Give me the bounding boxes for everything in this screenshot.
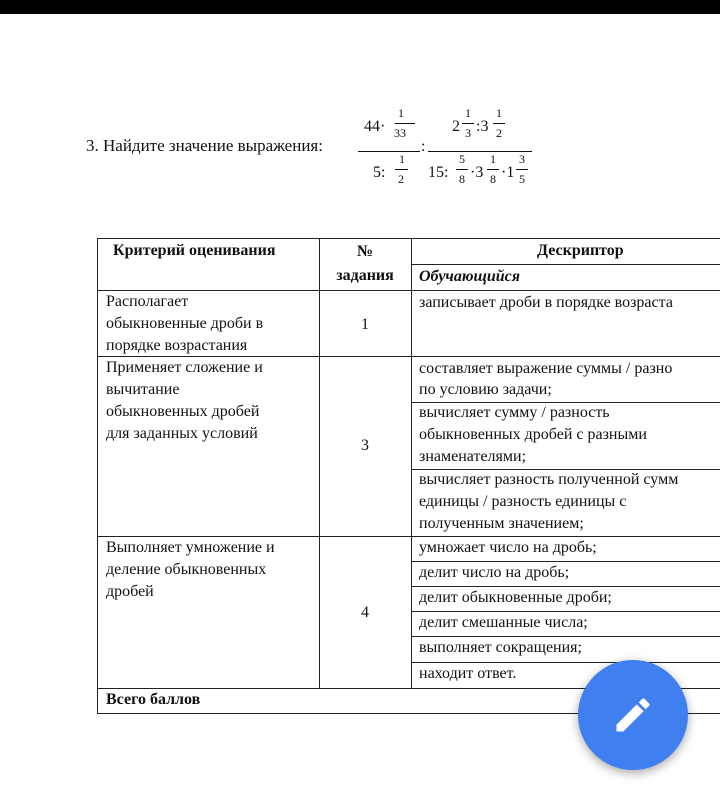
row3-number: 4 (361, 604, 369, 621)
assessment-table (97, 238, 720, 714)
right-num-2: 2 (452, 118, 460, 135)
pencil-edit-icon (611, 693, 655, 737)
row2-criterion-line3: обыкновенных дробей (106, 403, 260, 420)
row3-descriptor-6: находит ответ. (419, 665, 517, 682)
row1-criterion-line3: порядке возрастания (106, 337, 248, 354)
row1-number: 1 (361, 316, 369, 333)
task-label: 3. Найдите значение выражения: (86, 136, 323, 155)
division-sign: : (421, 138, 426, 155)
row3-descriptor-3: делит обыкновенные дроби; (419, 589, 612, 606)
right-den-f2-num: 1 (490, 152, 496, 166)
col-left-border (97, 238, 98, 714)
row2-number: 3 (361, 437, 369, 454)
header-subline (411, 264, 720, 265)
right-den-f3-bar (516, 169, 528, 170)
col-criterion-right (319, 238, 320, 688)
right-num-f2-bar (493, 123, 505, 124)
row1-descriptor-1: записывает дроби в порядке возраста (419, 294, 673, 311)
left-den-frac-den: 2 (398, 172, 404, 186)
left-num-frac-den: 33 (394, 126, 406, 140)
right-den-1: ·1 (501, 164, 515, 181)
row3-criterion-line1: Выполняет умножение и (106, 539, 275, 556)
row1-criterion-line1: Располагает (106, 293, 189, 310)
header-number: № задания (336, 243, 394, 284)
row1-criterion-line2: обыкновенные дроби в (106, 315, 264, 332)
right-main-fraction-bar (428, 151, 532, 152)
right-num-f1-den: 3 (465, 126, 471, 140)
row3-criterion-line3: дробей (106, 583, 154, 600)
right-num-colon: :3 (476, 118, 489, 135)
right-den-f3-den: 5 (519, 172, 525, 186)
left-num-44: 44· (364, 118, 386, 135)
header-descriptor: Дескриптор (537, 242, 624, 259)
col-number-right (411, 238, 412, 688)
total-label: Всего баллов (106, 691, 201, 708)
right-den-3: ·3 (470, 164, 484, 181)
left-den-frac-num: 1 (399, 152, 405, 166)
right-num-f2-num: 1 (496, 106, 502, 120)
table-border-top (97, 238, 720, 239)
row3-criterion-line2: деление обыкновенных (106, 561, 267, 578)
right-den-f3-num: 3 (519, 152, 525, 166)
row2-descriptor-3-line2: единицы / разность единицы с (419, 493, 627, 510)
row2-criterion-line2: вычитание (106, 381, 180, 398)
row2-criterion-line1: Применяет сложение и (106, 359, 263, 376)
row1-top (97, 290, 720, 291)
left-main-fraction-bar (358, 151, 420, 152)
top-status-bar (0, 0, 720, 14)
row3-descriptor-2: делит число на дробь; (419, 564, 570, 581)
row2-descriptor-1-line1: составляет выражение суммы / разно (419, 360, 673, 377)
right-num-f2-den: 2 (496, 126, 502, 140)
left-num-frac-num: 1 (398, 106, 404, 120)
right-num-f1-bar (462, 123, 474, 124)
left-den-5: 5: (373, 164, 386, 181)
header-learner: Обучающийся (419, 268, 520, 285)
left-den-frac-bar (395, 169, 408, 170)
header-criterion: Критерий оценивания (113, 242, 276, 259)
row3-descriptor-4: делит смешанные числа; (419, 614, 588, 631)
row2-descriptor-1-line2: по условию задачи; (419, 381, 552, 398)
edit-fab-button[interactable] (578, 660, 688, 770)
left-num-frac-bar (395, 123, 415, 124)
right-den-f2-den: 8 (490, 172, 496, 186)
right-den-f2-bar (487, 169, 499, 170)
row3-descriptor-5: выполняет сокращения; (419, 639, 582, 656)
row3-descriptor-1: умножает число на дробь; (419, 539, 597, 556)
right-den-f1-den: 8 (459, 172, 465, 186)
row2-descriptor-3-line1: вычисляет разность полученной сумм (419, 471, 679, 488)
right-den-f1-num: 5 (459, 152, 465, 166)
row2-criterion-line4: для заданных условий (106, 425, 258, 442)
right-num-f1-num: 1 (465, 106, 471, 120)
row2-descriptor-2-line3: знаменателями; (419, 448, 527, 465)
row2-descriptor-2-line2: обыкновенных дробей с разными (419, 426, 647, 443)
right-den-15: 15: (428, 164, 449, 181)
row2-descriptor-2-line1: вычисляет сумму / разность (419, 404, 610, 421)
row2-descriptor-3-line3: полученным значением; (419, 515, 584, 532)
right-den-f1-bar (456, 169, 468, 170)
